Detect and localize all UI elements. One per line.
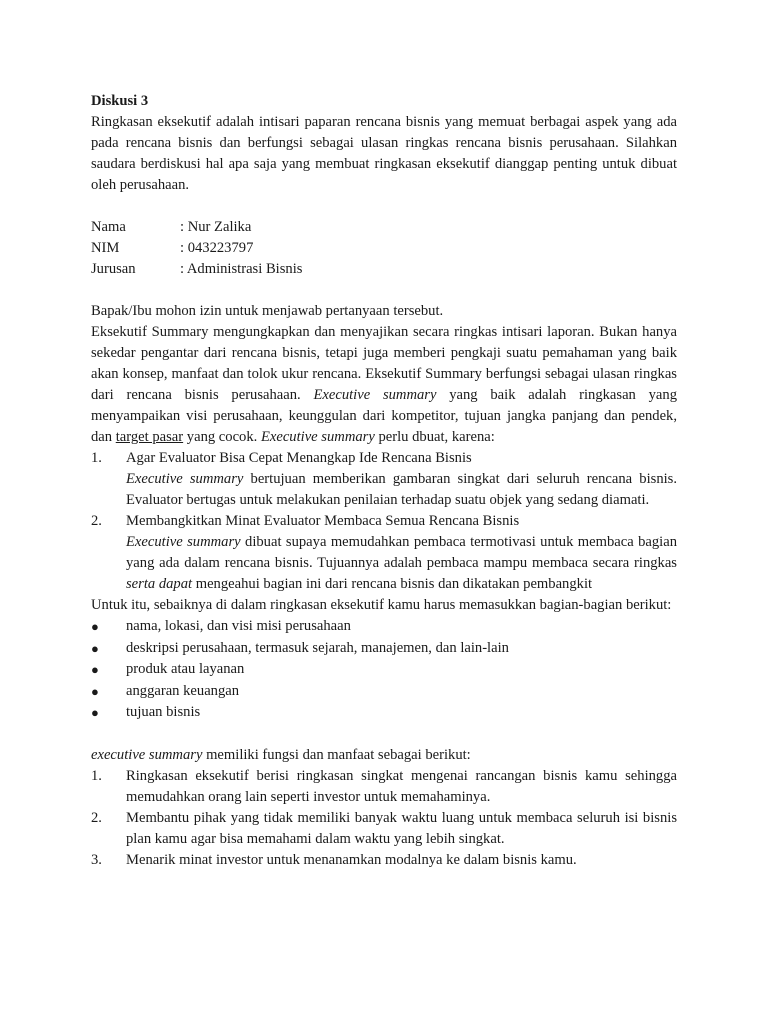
- answer-text: yang cocok.: [183, 429, 261, 445]
- reason-body: mengeahui bagian ini dari rencana bisnis dan dikatakan pembangkit: [192, 576, 593, 592]
- reason-heading: Membangkitkan Minat Evaluator Membaca Semua Rencana Bisnis: [126, 513, 520, 529]
- department-value: : Administrasi Bisnis: [180, 261, 303, 277]
- reason-text: [126, 532, 677, 595]
- benefits-intro: [91, 745, 677, 766]
- benefits-emphasis: executive summary: [91, 746, 203, 763]
- bullet-icon: ●: [91, 705, 99, 720]
- answer-emphasis: Executive summary: [313, 387, 437, 403]
- benefit-number: 1.: [91, 767, 102, 784]
- bullet-icon: ●: [91, 683, 99, 699]
- department-label: Jurusan: [91, 261, 136, 277]
- list-item-text: deskripsi perusahaan, termasuk sejarah, manajemen, dan lain-lain: [126, 639, 509, 656]
- bullet-icon: ●: [91, 662, 99, 677]
- answer-emphasis: Executive summary: [260, 429, 375, 445]
- nim-label: NIM: [91, 240, 120, 256]
- list-item-text: produk atau layanan: [126, 661, 245, 677]
- student-info-row: [91, 217, 677, 238]
- answer-paragraph: [91, 322, 677, 448]
- reason-number: 2.: [91, 513, 102, 529]
- list-item: [91, 702, 677, 724]
- benefits-intro-text: memiliki fungsi dan manfaat sebagai berikut:: [202, 746, 471, 763]
- benefit-text: Membantu pihak yang tidak memiliki banyak waktu luang untuk membaca seluruh isi bisnis plan kamu agar bisa memahami dalam waktu yang lebih singkat.: [126, 809, 677, 847]
- reason-item: [91, 448, 677, 511]
- spacer: [91, 196, 677, 217]
- list-item: [91, 659, 677, 681]
- reason-item: [91, 511, 677, 595]
- reason-body: bertujuan memberikan gambaran singkat dari seluruh rencana bisnis. Evaluator bertugas untuk melakukan penilaian terhadap suatu objek yang sedang diamati.: [126, 471, 678, 508]
- document-body: [91, 91, 677, 871]
- student-info-row: [91, 238, 677, 259]
- reason-emphasis: serta dapat: [126, 576, 193, 592]
- target-pasar-link[interactable]: target pasar: [115, 429, 184, 445]
- benefit-text: Menarik minat investor untuk menanamkan modalnya ke dalam bisnis kamu.: [126, 851, 577, 868]
- list-item: [91, 638, 677, 660]
- sections-list: [91, 616, 677, 724]
- opening-line: Bapak/Ibu mohon izin untuk menjawab pertanyaan tersebut.: [91, 303, 444, 319]
- list-item-text: tujuan bisnis: [126, 704, 201, 720]
- spacer: [91, 280, 677, 301]
- list-item: [91, 681, 677, 703]
- sections-intro: Untuk itu, sebaiknya di dalam ringkasan eksekutif kamu harus memasukkan bagian-bagian berikut:: [91, 597, 672, 613]
- document-title: Diskusi 3: [91, 93, 149, 109]
- list-item: [91, 616, 677, 638]
- benefit-text: Ringkasan eksekutif berisi ringkasan singkat mengenai rancangan bisnis kamu sehingga memudahkan orang lain seperti investor untuk memahaminya.: [126, 767, 677, 805]
- list-item-text: nama, lokasi, dan visi misi perusahaan: [126, 618, 351, 634]
- reason-heading: Agar Evaluator Bisa Cepat Menangkap Ide Rencana Bisnis: [126, 450, 472, 466]
- list-item-text: anggaran keuangan: [126, 682, 240, 699]
- benefit-number: 2.: [91, 809, 102, 826]
- intro-paragraph: Ringkasan eksekutif adalah intisari paparan rencana bisnis yang memuat berbagai aspek yang ada pada rencana bisnis dan berfungsi sebagai ulasan ringkas rencana bisnis perusahaan. Silahkan saudara berdiskusi hal apa saja yang membuat ringkasan eksekutif dianggap penting untuk dibuat oleh perusahaan.: [91, 114, 677, 193]
- answer-text: perlu dbuat, karena:: [374, 429, 495, 445]
- benefit-item: [91, 808, 677, 850]
- benefit-number: 3.: [91, 851, 102, 868]
- reason-body: dibuat supaya memudahkan pembaca termotivasi untuk membaca bagian yang ada dalam rencana bisnis. Tujuannya adalah pembaca mampu membaca secara ringkas: [126, 534, 677, 571]
- spacer: [91, 724, 677, 745]
- answer-text: Eksekutif Summary mengungkapkan dan menyajikan secara ringkas intisari laporan. Bukan hanya sekedar pengantar dari rencana bisnis, tetapi juga memberi pengkaji suatu pemahaman yang baik akan konsep, manfaat dan tolok ukur rencana. Eksekutif Summary berfungsi sebagai ulasan ringkas dari rencana bisnis perusahaan.: [91, 324, 677, 403]
- benefit-item: [91, 766, 677, 808]
- name-value: : Nur Zalika: [180, 219, 252, 235]
- nim-value: : 043223797: [180, 240, 254, 256]
- benefit-item: [91, 850, 677, 871]
- reason-emphasis: Executive summary: [126, 534, 241, 550]
- reason-text: [126, 469, 677, 511]
- bullet-icon: ●: [91, 619, 99, 634]
- bullet-icon: ●: [91, 640, 99, 656]
- answer-text: yang baik adalah ringkasan yang menyampaikan visi perusahaan, keunggulan dari kompetitor, tujuan jangka panjang dan pendek, dan: [91, 387, 677, 445]
- reason-emphasis: Executive summary: [126, 471, 244, 487]
- student-info-row: [91, 259, 677, 280]
- student-info: [91, 217, 677, 280]
- name-label: Nama: [91, 219, 126, 235]
- reason-number: 1.: [91, 450, 102, 466]
